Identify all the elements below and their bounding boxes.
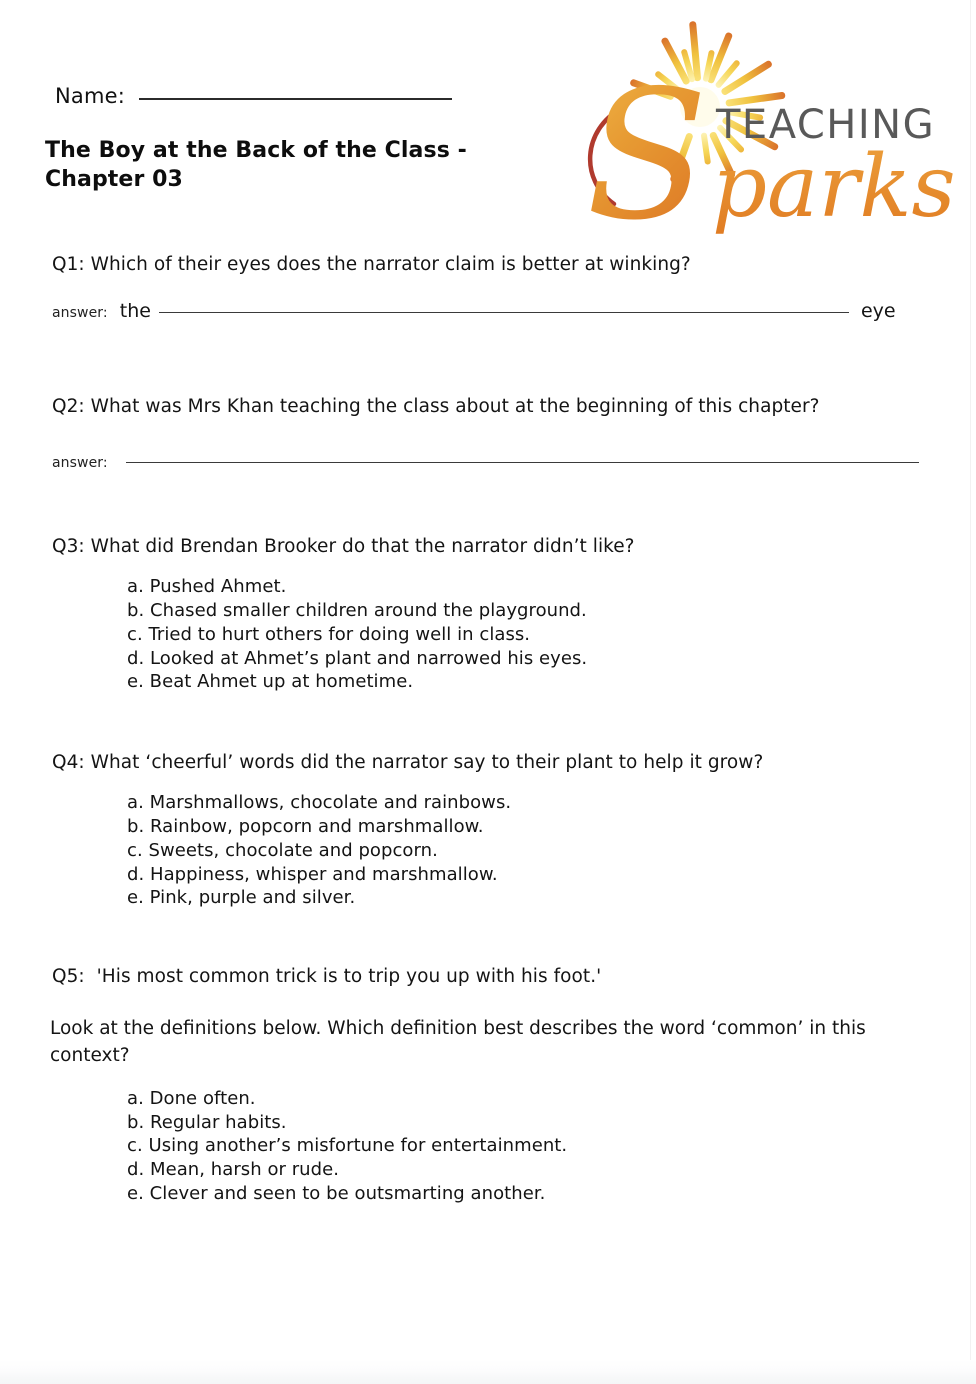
question-block-q2 xyxy=(52,394,932,471)
option-list-q5 xyxy=(127,1087,932,1206)
logo-word-parks: parks xyxy=(712,137,956,237)
name-write-line[interactable] xyxy=(139,98,452,100)
option-item[interactable]: c. Tried to hurt others for doing well in class. xyxy=(127,623,531,645)
page-title: The Boy at the Back of the Class - Chapter 03 xyxy=(45,138,467,193)
answer-prefix-q1: the xyxy=(119,300,151,323)
option-item[interactable]: a. Pushed Ahmet. xyxy=(127,576,287,598)
question-prompt-q1: Q1: Which of their eyes does the narrator claim is better at winking? xyxy=(52,254,691,275)
answer-row-q1 xyxy=(52,300,932,322)
option-item[interactable]: e. Beat Ahmet up at hometime. xyxy=(127,671,414,693)
option-item[interactable]: a. Marshmallows, chocolate and rainbows. xyxy=(127,792,512,814)
option-item[interactable]: b. Rainbow, popcorn and marshmallow. xyxy=(127,816,484,838)
option-item[interactable]: b. Chased smaller children around the playground. xyxy=(127,600,587,622)
option-item[interactable]: c. Using another’s misfortune for entertainment. xyxy=(127,1135,568,1157)
logo-initial-s: S xyxy=(586,52,708,240)
question-prompt-q5 xyxy=(52,964,932,990)
option-item[interactable]: d. Mean, harsh or rude. xyxy=(127,1159,340,1181)
question-instruction-q5: Look at the definitions below. Which definition best describes the word ‘common’ in this context? xyxy=(50,1018,866,1066)
option-item[interactable]: a. Done often. xyxy=(127,1087,256,1109)
option-item[interactable]: c. Sweets, chocolate and popcorn. xyxy=(127,839,438,861)
teaching-sparks-logo xyxy=(560,12,960,240)
option-list-q3 xyxy=(127,575,932,694)
option-item[interactable]: e. Clever and seen to be outsmarting another. xyxy=(127,1182,546,1204)
question-number-q5: Q5: xyxy=(52,966,85,987)
option-item[interactable]: b. Regular habits. xyxy=(127,1111,287,1133)
logo-word-teaching: TEACHING xyxy=(716,102,936,148)
option-list-q4 xyxy=(127,791,932,910)
question-prompt-q2: Q2: What was Mrs Khan teaching the class about at the beginning of this chapter? xyxy=(52,396,820,417)
answer-label-q1: answer: xyxy=(52,305,108,322)
page-edge-bottom xyxy=(0,1360,976,1384)
option-item[interactable]: e. Pink, purple and silver. xyxy=(127,887,356,909)
page-edge-right xyxy=(970,0,971,1361)
option-item[interactable]: d. Looked at Ahmet’s plant and narrowed his eyes. xyxy=(127,647,588,669)
question-prompt-q3: Q3: What did Brendan Brooker do that the narrator didn’t like? xyxy=(52,536,635,557)
answer-write-line-q1[interactable] xyxy=(159,312,849,313)
question-block-q5 xyxy=(52,964,932,1206)
name-field-row xyxy=(55,84,452,108)
option-item[interactable]: d. Happiness, whisper and marshmallow. xyxy=(127,863,498,885)
question-block-q3 xyxy=(52,534,932,694)
answer-label-q2: answer: xyxy=(52,455,108,472)
question-prompt-q4: Q4: What ‘cheerful’ words did the narrator say to their plant to help it grow? xyxy=(52,752,764,773)
question-quote-q5: 'His most common trick is to trip you up with his foot.' xyxy=(96,966,602,987)
question-block-q4 xyxy=(52,750,932,910)
name-label: Name: xyxy=(55,84,126,108)
answer-write-line-q2[interactable] xyxy=(126,462,919,463)
answer-suffix-q1: eye xyxy=(860,300,896,323)
answer-row-q2 xyxy=(52,455,932,471)
question-block-q1 xyxy=(52,252,932,322)
